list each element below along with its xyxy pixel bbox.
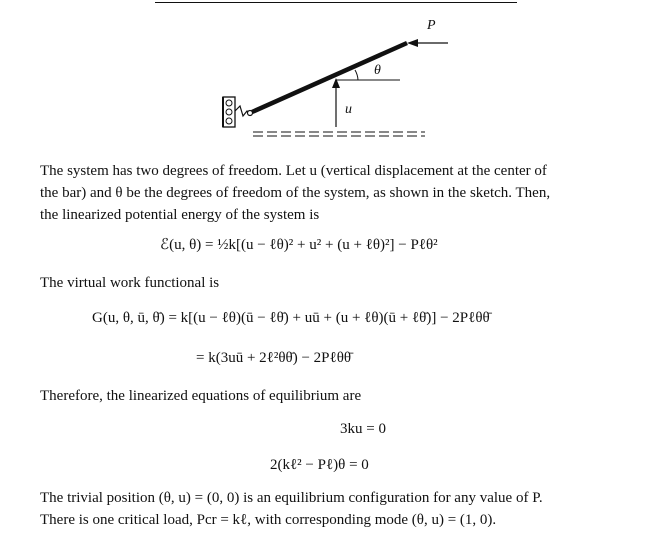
angle-label: θ bbox=[374, 63, 381, 78]
load-label: P bbox=[427, 18, 436, 33]
system-sketch bbox=[0, 0, 647, 150]
equation-virtual-work-1: G(u, θ, ū, θ̄) = k[(u − ℓθ)(ū − ℓθ̄) + uū + (u + ℓθ)(ū + ℓθ̄)] − 2Pℓθθ̄ bbox=[92, 310, 490, 326]
paragraph-1-line-3: the linearized potential energy of the system is bbox=[40, 207, 320, 223]
roller-support bbox=[223, 97, 235, 127]
equilibrium-equation-1: 3ku = 0 bbox=[340, 421, 386, 437]
displacement-label: u bbox=[345, 102, 352, 117]
equation-virtual-work-2: = k(3uū + 2ℓ²θθ̄) − 2Pℓθθ̄ bbox=[196, 350, 352, 366]
equilibrium-equation-2: 2(kℓ² − Pℓ)θ = 0 bbox=[270, 457, 369, 473]
paragraph-1 bbox=[40, 160, 640, 226]
rigid-bar bbox=[252, 43, 407, 112]
paragraph-4-line-1: The trivial position (θ, u) = (0, 0) is an equilibrium configuration for any value of P. bbox=[40, 490, 543, 506]
paragraph-1-line-1: The system has two degrees of freedom. Let u (vertical displacement at the center of bbox=[40, 163, 547, 179]
paragraph-4 bbox=[40, 487, 640, 531]
paragraph-4-line-2: There is one critical load, Pcr = kℓ, with corresponding mode (θ, u) = (1, 0). bbox=[40, 512, 497, 528]
equation-potential-energy: ℰ(u, θ) = ½k[(u − ℓθ)² + u² + (u + ℓθ)²] − Pℓθ² bbox=[160, 237, 438, 253]
paragraph-3: Therefore, the linearized equations of equilibrium are bbox=[40, 388, 362, 404]
paragraph-1-line-2: the bar) and θ be the degrees of freedom of the system, as shown in the sketch. Then, bbox=[40, 185, 551, 201]
paragraph-2: The virtual work functional is bbox=[40, 275, 220, 291]
